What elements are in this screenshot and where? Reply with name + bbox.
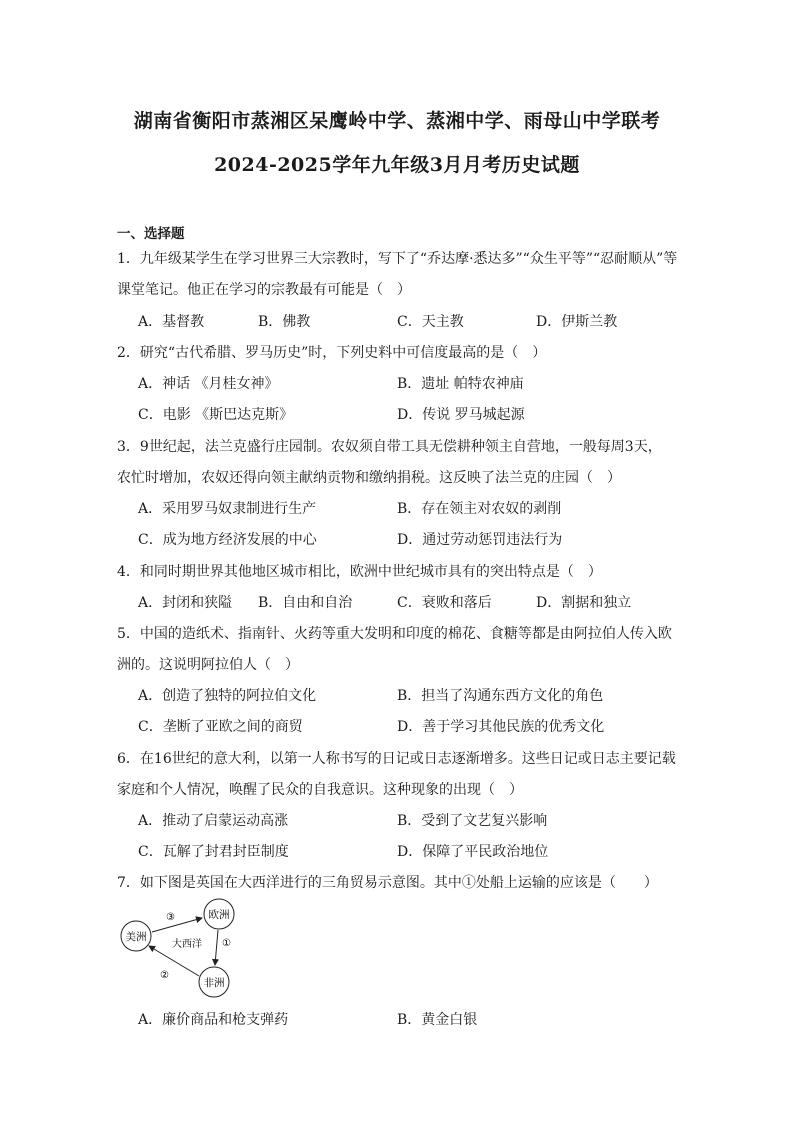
arrow-africa-to-america — [149, 946, 199, 976]
question-4-option-d[interactable]: D．割据和独立 — [536, 595, 632, 611]
question-4-line-1: 4．和同时期世界其他地区城市相比，欧洲中世纪城市具有的突出特点是（ ） — [117, 564, 602, 580]
question-1-option-d[interactable]: D．伊斯兰教 — [536, 314, 618, 330]
question-6-line-1: 6．在16世纪的意大利，以第一人称书写的日记或日志逐渐增多。这些日记或日志主要记载 — [117, 751, 676, 767]
question-3-line-2: 农忙时增加，农奴还得向领主献纳贡物和缴纳捐税。这反映了法兰克的庄园（ ） — [117, 470, 621, 486]
route-1-mark: ① — [222, 938, 231, 949]
question-5-line-1: 5．中国的造纸术、指南针、火药等重大发明和印度的棉花、食糖等都是由阿拉伯人传入欧 — [117, 626, 672, 642]
question-5-line-2: 洲的。这说明阿拉伯人（ ） — [117, 657, 299, 673]
question-5-option-c[interactable]: C．垄断了亚欧之间的商贸 — [138, 719, 303, 735]
question-4-option-a[interactable]: A．封闭和狭隘 — [138, 595, 233, 611]
ocean-label: 大西洋 — [172, 939, 202, 950]
question-5-option-a[interactable]: A．创造了独特的阿拉伯文化 — [138, 688, 317, 704]
question-6-line-2: 家庭和个人情况，唤醒了民众的自我意识。这种现象的出现（ ） — [117, 782, 523, 798]
africa-label: 非洲 — [203, 977, 225, 989]
arrow-america-to-europe — [152, 918, 202, 932]
question-6-option-a[interactable]: A．推动了启蒙运动高涨 — [138, 813, 289, 829]
page-title-line2: 2024-2025学年九年级3月月考历史试题 — [214, 154, 580, 176]
question-4-option-c[interactable]: C．衰败和落后 — [397, 595, 492, 611]
page-title-line1: 湖南省衡阳市蒸湘区呆鹰岭中学、蒸湘中学、雨母山中学联考 — [133, 110, 661, 132]
question-3-option-b[interactable]: B．存在领主对农奴的剥削 — [397, 501, 562, 517]
question-4-option-b[interactable]: B．自由和自治 — [258, 595, 353, 611]
question-6-option-b[interactable]: B．受到了文艺复兴影响 — [397, 813, 548, 829]
question-3-line-1: 3．9世纪起，法兰克盛行庄园制。农奴须自带工具无偿耕种领主自营地，一般每周3天， — [117, 439, 662, 455]
route-2-mark: ② — [160, 970, 169, 981]
route-3-mark: ③ — [166, 912, 175, 923]
question-3-option-a[interactable]: A．采用罗马奴隶制进行生产 — [138, 501, 317, 517]
question-2-line-1: 2．研究“古代希腊、罗马历史”时，下列史料中可信度最高的是（ ） — [117, 345, 547, 361]
america-label: 美洲 — [125, 931, 147, 943]
question-6-option-d[interactable]: D．保障了平民政治地位 — [397, 844, 549, 860]
question-2-option-b[interactable]: B．遗址 帕特农神庙 — [397, 376, 524, 392]
question-1-option-b[interactable]: B．佛教 — [258, 314, 311, 330]
question-2-option-a[interactable]: A．神话 《月桂女神》 — [138, 376, 279, 392]
question-7-line-1: 7．如下图是英国在大西洋进行的三角贸易示意图。其中①处船上运输的应该是（ ） — [117, 875, 658, 891]
question-3-option-c[interactable]: C．成为地方经济发展的中心 — [138, 532, 317, 548]
question-2-option-c[interactable]: C．电影 《斯巴达克斯》 — [138, 407, 294, 423]
triangle-trade-diagram — [112, 898, 262, 998]
question-6-option-c[interactable]: C．瓦解了封君封臣制度 — [138, 844, 289, 860]
question-1-line-2: 课堂笔记。他正在学习的宗教最有可能是（ ） — [117, 282, 411, 298]
question-1-option-c[interactable]: C．天主教 — [397, 314, 464, 330]
question-7-option-a[interactable]: A．廉价商品和枪支弹药 — [138, 1012, 289, 1028]
question-5-option-d[interactable]: D．善于学习其他民族的优秀文化 — [397, 719, 605, 735]
arrow-europe-to-africa — [215, 930, 218, 965]
question-7-option-b[interactable]: B．黄金白银 — [397, 1012, 478, 1028]
europe-label: 欧洲 — [208, 909, 230, 921]
question-2-option-d[interactable]: D．传说 罗马城起源 — [397, 407, 525, 423]
question-3-option-d[interactable]: D．通过劳动惩罚违法行为 — [397, 532, 563, 548]
question-1-line-1: 1．九年级某学生在学习世界三大宗教时，写下了“乔达摩·悉达多”“众生平等”“忍耐顺从”等 — [117, 251, 678, 267]
question-1-option-a[interactable]: A．基督教 — [138, 314, 205, 330]
question-5-option-b[interactable]: B．担当了沟通东西方文化的角色 — [397, 688, 604, 704]
section-heading: 一、选择题 — [117, 226, 185, 242]
